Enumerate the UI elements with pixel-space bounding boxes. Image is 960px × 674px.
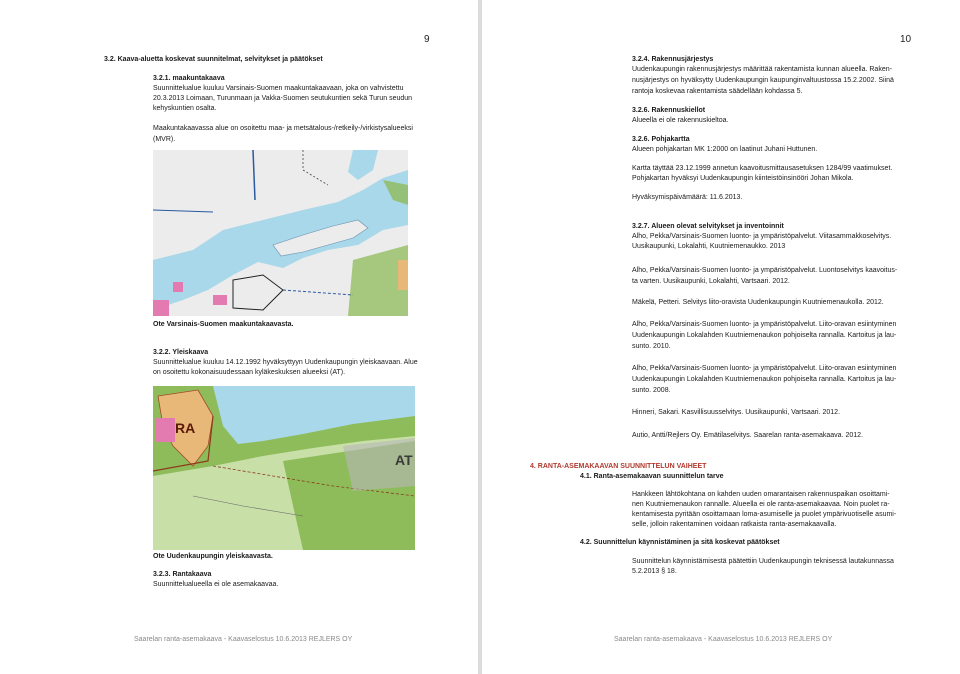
paragraph-line: nusjärjestys on hyväksytty Uudenkaupungin kaupunginvaltuustossa 15.2.2002. Siinä	[632, 77, 894, 84]
paragraph-line: Pohjakartan hyväksyi Uudenkaupungin kiinteistöinsinööri Johan Mikola.	[632, 175, 854, 182]
map-caption: Ote Uudenkaupungin yleiskaavasta.	[153, 553, 273, 560]
paragraph-line: Uudenkaupungin rakennusjärjestys määrittää rakentamista kunnan alueella. Raken-	[632, 66, 892, 73]
paragraph-line: Suunnittelualueella ei ole asemakaavaa.	[153, 581, 279, 588]
chapter-heading: 4. RANTA-ASEMAKAAVAN SUUNNITTELUN VAIHEET	[530, 463, 707, 470]
paragraph-line: (MVR).	[153, 136, 176, 143]
subsection-heading: 3.2.1. maakuntakaava	[153, 75, 225, 82]
subsection-heading: 3.2.6. Pohjakartta	[632, 136, 690, 143]
map-caption: Ote Varsinais-Suomen maakuntakaavasta.	[153, 321, 294, 328]
reference-line: Alho, Pekka/Varsinais-Suomen luonto- ja ympäristöpalvelut. Liito-oravan esiintyminen	[632, 321, 897, 328]
section-heading: 3.2. Kaava-aluetta koskevat suunnitelmat, selvitykset ja päätökset	[104, 56, 323, 63]
paragraph-line: Hankkeen lähtökohtana on kahden uuden omarantaisen rakennuspaikan osoittami-	[632, 491, 890, 498]
reference-line: Mäkelä, Petteri. Selvitys liito-oravista Uudenkaupungin Kuutniemenaukolla. 2012.	[632, 299, 884, 306]
master-plan-map	[153, 386, 415, 550]
reference-line: Alho, Pekka/Varsinais-Suomen luonto- ja ympäristöpalvelut. Liito-oravan esiintyminen	[632, 365, 897, 372]
map-label-ra: RA	[175, 420, 196, 436]
paragraph-line: Maakuntakaavassa alue on osoitettu maa- ja metsätalous-/retkeily-/virkistysalueeksi	[153, 125, 413, 132]
reference-line: Hinneri, Sakari. Kasvillisuusselvitys. Uusikaupunki, Vartsaari. 2012.	[632, 409, 841, 416]
reference-line: Autio, Antti/Rejlers Oy. Emätilaselvitys. Saarelan ranta-asemakaava. 2012.	[632, 432, 863, 439]
reference-line: Alho, Pekka/Varsinais-Suomen luonto- ja ympäristöpalvelut. Luontoselvitys kaavoitus-	[632, 267, 898, 274]
subsection-heading: 3.2.2. Yleiskaava	[153, 349, 209, 356]
paragraph-line: Suunnittelualue kuuluu Varsinais-Suomen maakuntakaavaan, joka on vahvistettu	[153, 85, 404, 92]
page-footer: Saarelan ranta-asemakaava - Kaavaselostus 10.6.2013 REJLERS OY	[614, 636, 833, 643]
reference-line: Uudenkaupungin Lokalahden Kuutniemenaukon pohjoiselta rannalla. Kartoitus ja lau-	[632, 332, 897, 339]
page-footer: Saarelan ranta-asemakaava - Kaavaselostus 10.6.2013 REJLERS OY	[134, 636, 353, 643]
paragraph-line: Alueen pohjakartan MK 1:2000 on laatinut Juhani Huttunen.	[632, 146, 818, 153]
reference-line: sunto. 2008.	[632, 387, 671, 394]
reference-line: Uusikaupunki, Lokalahti, Kuutniemenaukko. 2013	[632, 243, 786, 250]
subsection-heading: 3.2.4. Rakennusjärjestys	[632, 56, 714, 63]
map-label-at: AT	[395, 452, 413, 468]
subsection-heading: 4.2. Suunnittelun käynnistäminen ja sitä koskevat päätökset	[580, 539, 780, 546]
subsection-heading: 3.2.6. Rakennuskiellot	[632, 107, 706, 114]
paragraph-line: kentamisesta pyritään osoittamaan loma-asumiselle ja puolet ympärivuotiselle asumi-	[632, 511, 897, 518]
page-number: 10	[900, 34, 912, 45]
reference-line: Uudenkaupungin Lokalahden Kuutniemenaukon pohjoiselta rannalla. Kartoitus ja lau-	[632, 376, 897, 383]
paragraph-line: Alueella ei ole rakennuskieltoa.	[632, 117, 729, 124]
subsection-heading: 3.2.7. Alueen olevat selvitykset ja inventoinnit	[632, 223, 784, 230]
page-number: 9	[424, 34, 430, 45]
paragraph-line: kehyskuntien osalta.	[153, 105, 217, 112]
paragraph-line: nen Kuutniemenaukon rannalle. Alueella ei ole ranta-asemakaavaa. Noin puolet ra-	[632, 501, 890, 508]
paragraph-line: rantoja koskevaa rakentamista säädellään kohdassa 5.	[632, 88, 803, 95]
document-page-right	[482, 0, 960, 674]
reference-line: Alho, Pekka/Varsinais-Suomen luonto- ja ympäristöpalvelut. Viitasammakkoselvitys.	[632, 233, 892, 240]
paragraph-line: Kartta täyttää 23.12.1999 annetun kaavoitusmittausasetuksen 1284/99 vaatimukset.	[632, 165, 893, 172]
paragraph-line: Suunnittelun käynnistämisestä päätettiin Uudenkaupungin teknisessä lautakunnassa	[632, 558, 894, 565]
reference-line: ta varten. Uusikaupunki, Lokalahti, Vartsaari. 2012.	[632, 278, 790, 285]
paragraph-line: on osoitettu kokonaisuudessaan kyläkeskuksen alueeksi (AT).	[153, 369, 346, 376]
subsection-heading: 3.2.3. Rantakaava	[153, 571, 212, 578]
paragraph-line: 5.2.2013 § 18.	[632, 568, 677, 575]
subsection-heading: 4.1. Ranta-asemakaavan suunnittelun tarve	[580, 473, 724, 480]
regional-plan-map	[153, 150, 408, 316]
paragraph-line: 20.3.2013 Loimaan, Turunmaan ja Vakka-Suomen seutukuntien sekä Turun seudun	[153, 95, 413, 102]
document-page-left	[0, 0, 478, 674]
reference-line: sunto. 2010.	[632, 343, 671, 350]
paragraph-line: Hyväksymispäivämäärä: 11.6.2013.	[632, 194, 743, 201]
paragraph-line: selle, jolloin rakentaminen voidaan ratkaista ranta-asemakaavalla.	[632, 521, 837, 528]
paragraph-line: Suunnittelualue kuuluu 14.12.1992 hyväksyttyyn Uudenkaupungin yleiskaavaan. Alue	[153, 359, 418, 366]
